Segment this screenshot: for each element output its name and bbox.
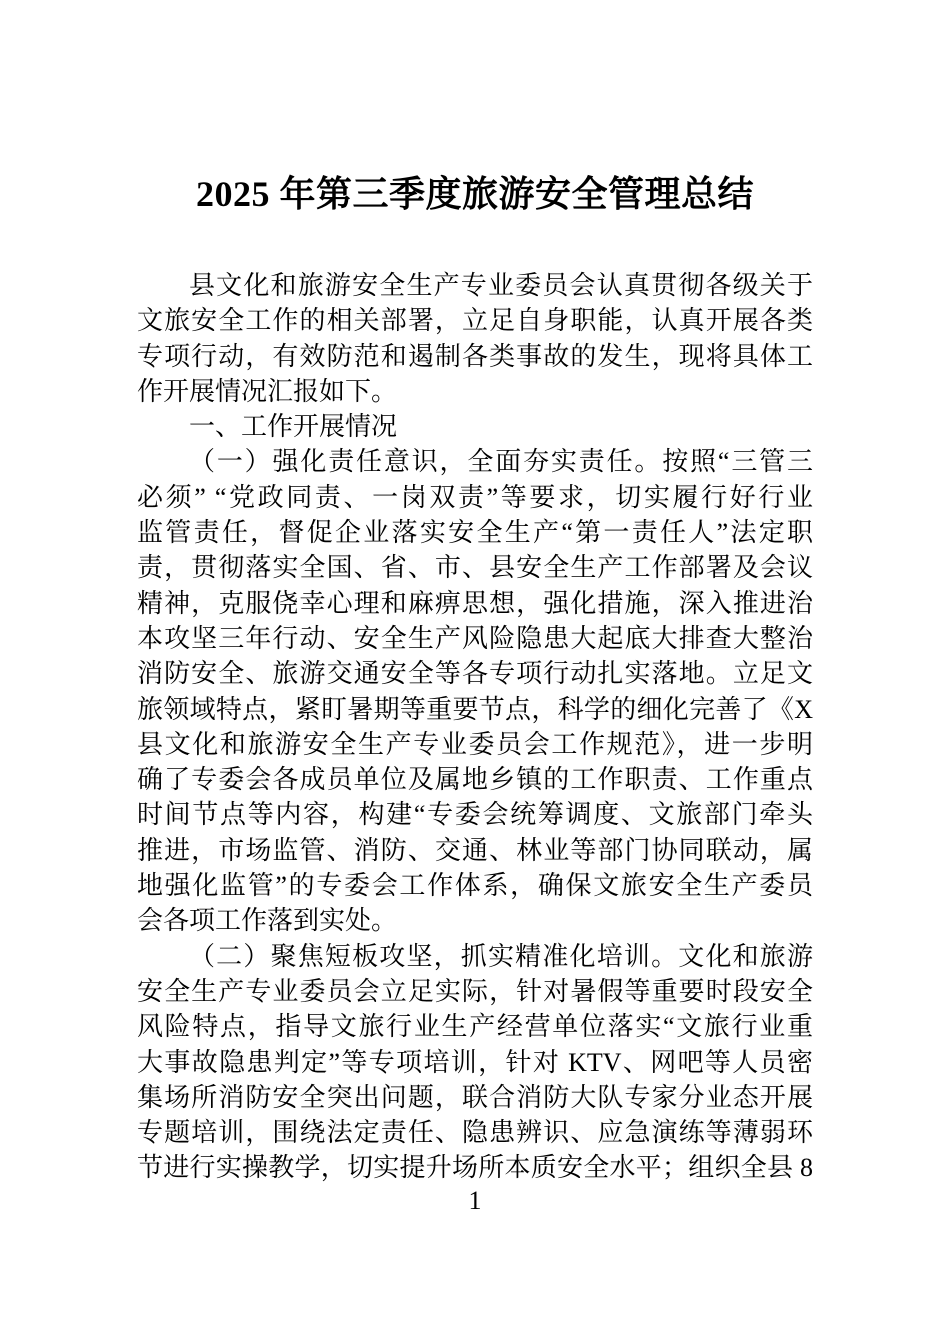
text-line: 节进行实操教学，切实提升场所本质安全水平；组织全县 8 — [137, 1153, 813, 1183]
text-line: 确了专委会各成员单位及属地乡镇的工作职责、工作重点 — [137, 765, 813, 795]
text-line: 安全生产专业委员会立足实际，针对暑假等重要时段安全 — [137, 976, 813, 1006]
text-line: （一）强化责任意识，全面夯实责任。按照“三管三 — [189, 447, 813, 477]
text-line: 专题培训，围绕法定责任、隐患辨识、应急演练等薄弱环 — [137, 1118, 813, 1148]
text-line: 专项行动，有效防范和遏制各类事故的发生，现将具体工 — [137, 341, 813, 371]
text-line: 县文化和旅游安全生产专业委员会工作规范》，进一步明 — [137, 729, 813, 759]
text-line: 地强化监管”的专委会工作体系，确保文旅安全生产委员 — [137, 871, 813, 901]
text-line: 会各项工作落到实处。 — [137, 906, 398, 936]
text-line: 必须” “党政同责、一岗双责”等要求，切实履行好行业 — [137, 482, 813, 512]
paragraph-section-1-heading — [137, 409, 813, 444]
text-line: 时间节点等内容，构建“专委会统筹调度、文旅部门牵头 — [137, 800, 813, 830]
text-line: 县文化和旅游安全生产专业委员会认真贯彻各级关于 — [189, 271, 813, 300]
text-line: 监管责任，督促企业落实安全生产“第一责任人”法定职 — [137, 518, 813, 548]
text-line: 责，贯彻落实全国、省、市、县安全生产工作部署及会议 — [137, 553, 813, 583]
text-line: 作开展情况汇报如下。 — [137, 376, 398, 406]
text-line: 精神，克服侥幸心理和麻痹思想，强化措施，深入推进治 — [137, 588, 813, 618]
paragraph-item-2 — [137, 939, 813, 1186]
text-line: 本攻坚三年行动、安全生产风险隐患大起底大排查大整治 — [137, 623, 813, 653]
text-line: 推进，市场监管、消防、交通、林业等部门协同联动，属 — [137, 835, 813, 865]
text-line: （二）聚焦短板攻坚，抓实精准化培训。文化和旅游 — [189, 941, 813, 971]
text-line: 集场所消防安全突出问题，联合消防大队专家分业态开展 — [137, 1082, 813, 1112]
paragraph-intro — [137, 268, 813, 409]
text-line: 一、工作开展情况 — [189, 412, 398, 442]
text-line: 文旅安全工作的相关部署，立足自身职能，认真开展各类 — [137, 306, 813, 336]
paragraph-item-1 — [137, 444, 813, 938]
text-line: 旅领域特点，紧盯暑期等重要节点，科学的细化完善了《X — [137, 694, 813, 724]
document-title: 2025 年第三季度旅游安全管理总结 — [195, 174, 754, 214]
document-body — [137, 268, 813, 1186]
text-line: 风险特点，指导文旅行业生产经营单位落实“文旅行业重 — [137, 1012, 813, 1042]
page-number: 1 — [468, 1186, 482, 1215]
text-line: 消防安全、旅游交通安全等各专项行动扎实落地。立足文 — [137, 659, 813, 689]
text-line: 大事故隐患判定”等专项培训，针对 KTV、网吧等人员密 — [137, 1047, 813, 1077]
